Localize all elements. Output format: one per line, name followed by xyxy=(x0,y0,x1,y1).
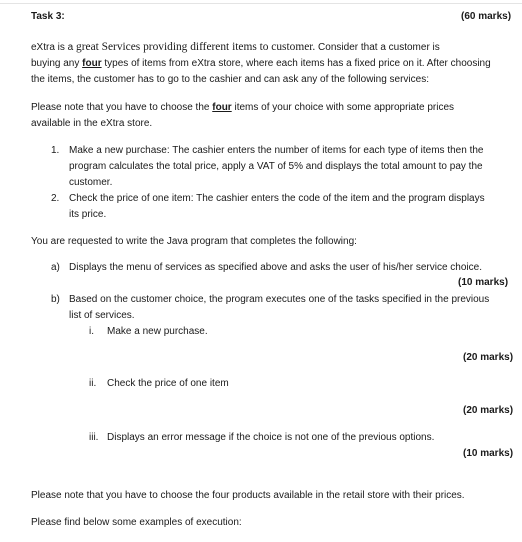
task-b-line: list of services. xyxy=(69,310,135,321)
service-line: customer. xyxy=(69,177,113,188)
subtask-number: iii. xyxy=(89,432,99,443)
intro-line-2 xyxy=(31,58,491,69)
subtask-number: i. xyxy=(89,326,94,337)
footer-note: Please note that you have to choose the four products available in the retail store with their prices. xyxy=(31,490,465,501)
intro-serif-text: great Services providing different items to customer. xyxy=(76,41,316,53)
intro-text: buying any xyxy=(31,58,83,69)
intro-text: eXtra is a xyxy=(31,42,77,53)
subtask-marks: (20 marks) xyxy=(463,352,514,363)
task-b-line: Based on the customer choice, the program executes one of the tasks specified in the previous xyxy=(69,294,490,305)
underlined-word: four xyxy=(212,102,232,113)
note-text: Please note that you have to choose the xyxy=(31,102,213,113)
top-divider xyxy=(0,3,522,4)
note-text: items of your choice with some appropriate prices xyxy=(231,102,455,113)
note-line-2: available in the eXtra store. xyxy=(31,118,153,129)
service-line: Make a new purchase: The cashier enters the number of items for each type of items then the xyxy=(69,145,484,156)
note-line-1 xyxy=(31,102,454,113)
subtask-marks: (10 marks) xyxy=(463,448,514,459)
task-a-label: a) xyxy=(51,262,60,273)
task-b-label: b) xyxy=(51,294,60,305)
subtask-number: ii. xyxy=(89,378,97,389)
footer-examples: Please find below some examples of execution: xyxy=(31,517,242,528)
service-number: 1. xyxy=(51,145,60,156)
task-a-text: Displays the menu of services as specified above and asks the user of his/her service choice. xyxy=(69,262,482,273)
underlined-word: four xyxy=(82,58,102,69)
subtask-text: Make a new purchase. xyxy=(107,326,208,337)
task-marks: (60 marks) xyxy=(461,11,512,22)
subtask-text: Check the price of one item xyxy=(107,378,229,389)
subtask-text: Displays an error message if the choice is not one of the previous options. xyxy=(107,432,435,443)
service-line: program calculates the total price, apply a VAT of 5% and displays the total amount to pay the xyxy=(69,161,483,172)
intro-line-1 xyxy=(31,41,440,53)
subtask-marks: (20 marks) xyxy=(463,405,514,416)
service-line: its price. xyxy=(69,209,107,220)
service-line: Check the price of one item: The cashier enters the code of the item and the program displays xyxy=(69,193,485,204)
task-title: Task 3: xyxy=(31,11,65,22)
intro-line-3: the items, the customer has to go to the cashier and can ask any of the following services: xyxy=(31,74,429,85)
task-a-marks: (10 marks) xyxy=(458,277,509,288)
requested-text: You are requested to write the Java program that completes the following: xyxy=(31,236,357,247)
service-number: 2. xyxy=(51,193,60,204)
intro-text: Consider that a customer is xyxy=(315,42,440,53)
intro-text: types of items from eXtra store, where each items has a fixed price on it. After choosing xyxy=(101,58,491,69)
